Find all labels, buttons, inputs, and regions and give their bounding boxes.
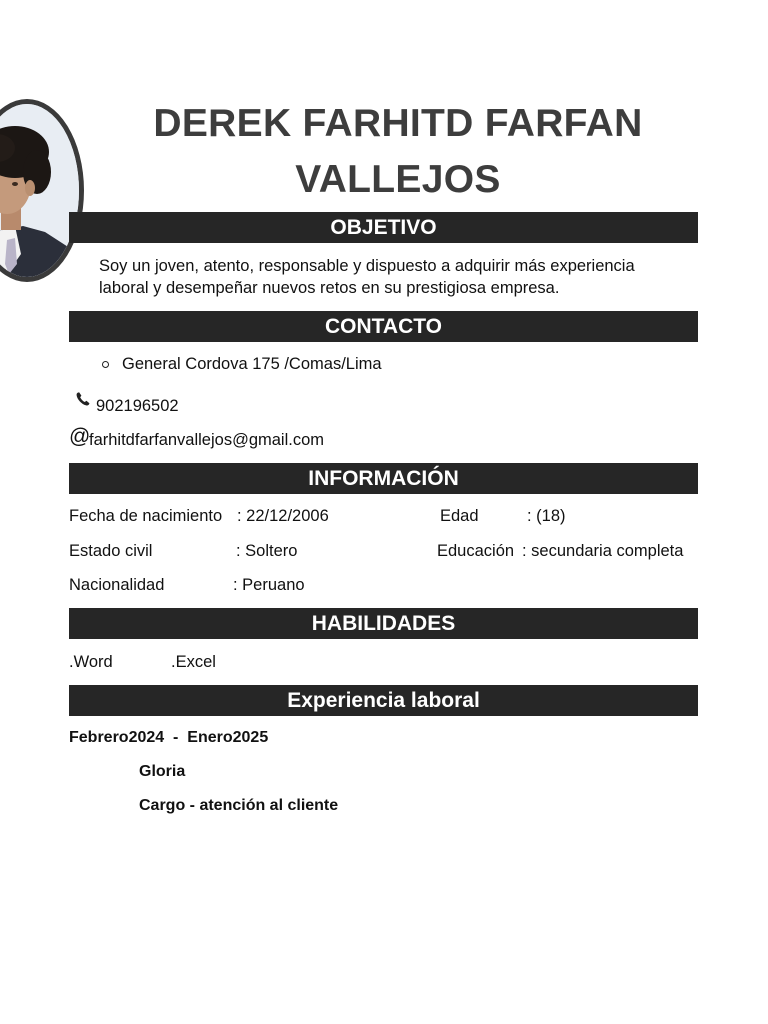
nationality-label: Nacionalidad xyxy=(69,576,165,594)
skill-excel: .Excel xyxy=(171,653,216,671)
contact-email: farhitdfarfanvallejos@gmail.com xyxy=(89,431,325,449)
section-header-experiencia: Experiencia laboral xyxy=(69,685,698,716)
education-label: Educación xyxy=(437,542,515,560)
experience-role: Cargo - atención al cliente xyxy=(139,797,339,814)
objective-line-2: laboral y desempeñar nuevos retos en su prestigiosa empresa. xyxy=(99,279,560,297)
objective-text xyxy=(99,255,689,299)
section-header-informacion: INFORMACIÓN xyxy=(69,463,698,494)
experience-period: Febrero2024 - Enero2025 xyxy=(69,729,269,746)
education-value: : secundaria completa xyxy=(522,542,684,560)
section-header-habilidades: HABILIDADES xyxy=(69,608,698,639)
experience-company: Gloria xyxy=(139,763,186,780)
section-header-contacto: CONTACTO xyxy=(69,311,698,342)
bullet-icon xyxy=(102,361,109,368)
contact-address: General Cordova 175 /Comas/Lima xyxy=(122,355,382,373)
age-label: Edad xyxy=(440,507,479,525)
contact-phone: 902196502 xyxy=(96,397,179,415)
skill-word: .Word xyxy=(69,653,113,671)
age-value: : (18) xyxy=(527,507,566,525)
name-line-1: DEREK FARHITD FARFAN xyxy=(153,102,643,145)
section-header-objetivo: OBJETIVO xyxy=(69,212,698,243)
candidate-name xyxy=(120,96,676,208)
objective-line-1: Soy un joven, atento, responsable y dispuesto a adquirir más experiencia xyxy=(99,257,635,275)
birth-value: : 22/12/2006 xyxy=(237,507,329,525)
nationality-value: : Peruano xyxy=(233,576,305,594)
profile-photo-illustration xyxy=(0,104,79,277)
civil-label: Estado civil xyxy=(69,542,153,560)
civil-value: : Soltero xyxy=(236,542,298,560)
phone-icon xyxy=(75,391,91,407)
profile-photo xyxy=(0,99,84,282)
name-line-2: VALLEJOS xyxy=(295,158,501,201)
birth-label: Fecha de nacimiento xyxy=(69,507,223,525)
at-icon: @ xyxy=(69,425,91,448)
